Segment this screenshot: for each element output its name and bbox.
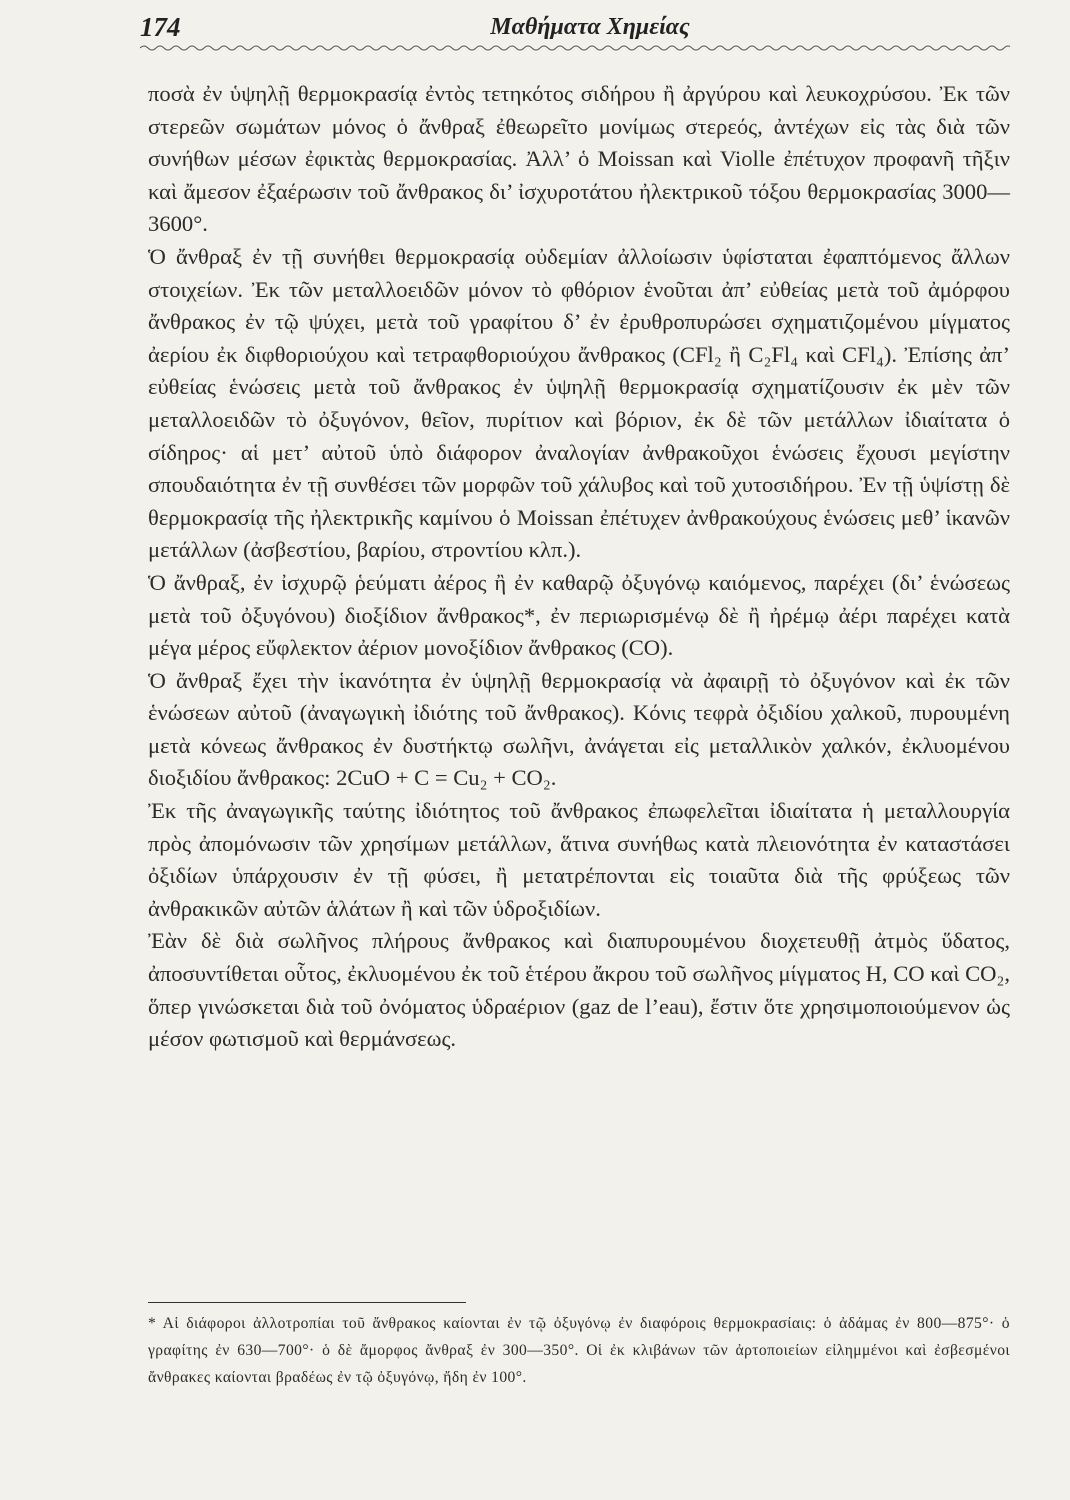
paragraph: Ἐὰν δὲ διὰ σωλῆνος πλήρους ἄνθρακος καὶ διαπυρουμένου διοχετευθῇ ἀτμὸς ὕδατος, ἀποσυντίθεται οὗτος, ἐκλυομένου ἐκ τοῦ ἑτέρου ἄκρου τοῦ σωλῆνος μίγματος H, CO καὶ CO₂, ὅπερ γινώσκεται διὰ τοῦ ὀνόματος ὑδραέριον (gaz de l’eau), ἔστιν ὅτε χρησιμοποιούμενον ὡς μέσον φωτισμοῦ καὶ θερμάνσεως. — [148, 928, 1010, 1052]
header-wavy-rule — [140, 43, 1010, 53]
footnote-rule — [148, 1302, 466, 1303]
paragraph: Ὁ ἄνθραξ ἐν τῇ συνήθει θερμοκρασίᾳ οὐδεμίαν ἀλλοίωσιν ὑφίσταται ἐφαπτόμενος ἄλλων στοιχείων. Ἐκ τῶν μεταλλοειδῶν μόνον τὸ φθόριον ἑνοῦται ἀπ’ εὐθείας μετὰ τοῦ ἀμόρφου ἄνθρακος ἐν τῷ ψύχει, μετὰ τοῦ γραφίτου δ’ ἐν ἐρυθροπυρώσει σχηματιζομένου μίγματος ἀερίου ἐκ διφθοριούχου καὶ τετραφθοριούχου ἄνθρακος (CFl₂ ἢ C₂Fl₄ καὶ CFl₄). Ἐπίσης ἀπ’ εὐθείας ἑνώσεις μετὰ τοῦ ἄνθρακος ἐν ὑψηλῇ θερμοκρασίᾳ σχηματίζουσιν ἐκ μὲν τῶν μεταλλοειδῶν τὸ ὀξυγόνον, θεῖον, πυρίτιον καὶ βόριον, ἐκ δὲ τῶν μετάλλων ἰδιαίτατα ὁ σίδηρος· αἱ μετ’ αὐτοῦ ὑπὸ διάφορον ἀναλογίαν ἀνθρακοῦχοι ἑνώσεις ἔχουσι μεγίστην σπουδαιότητα ἐν τῇ συνθέσει τῶν μορφῶν τοῦ χάλυβος καὶ τοῦ χυτοσιδήρου. Ἐν τῇ ὑψίστῃ δὲ θερμοκρασίᾳ τῆς ἠλεκτρικῆς καμίνου ὁ Moissan ἐπέτυχεν ἀνθρακούχους ἑνώσεις μεθ’ ἱκανῶν μετάλλων (ἀσβεστίου, βαρίου, στροντίου κλπ.). — [148, 243, 1010, 563]
paragraph: Ὁ ἄνθραξ, ἐν ἰσχυρῷ ῥεύματι ἀέρος ἢ ἐν καθαρῷ ὀξυγόνῳ καιόμενος, παρέχει (δι’ ἑνώσεως μετὰ τοῦ ὀξυγόνου) διοξίδιον ἄνθρακος*, ἐν περιωρισμένῳ δὲ ἢ ἠρέμῳ ἀέρι παρέχει κατὰ μέγα μέρος εὔφλεκτον ἀέριον μονοξίδιον ἄνθρακος (CO). — [148, 569, 1010, 661]
paragraph: ποσὰ ἐν ὑψηλῇ θερμοκρασίᾳ ἐντὸς τετηκότος σιδήρου ἢ ἀργύρου καὶ λευκοχρύσου. Ἐκ τῶν στερεῶν σωμάτων μόνος ὁ ἄνθραξ ἐθεωρεῖτο μονίμως στερεός, ἀντέχων εἰς τὰς διὰ τῶν συνήθων μέσων ἐφικτὰς θερμοκρασίας. Ἀλλ’ ὁ Moissan καὶ Violle ἐπέτυχον προφανῆ τῆξιν καὶ ἄμεσον ἐξαέρωσιν τοῦ ἄνθρακος δι’ ἰσχυροτάτου ἠλεκτρικοῦ τόξου θερμοκρασίας 3000—3600°. — [148, 81, 1010, 237]
paragraph: Ὁ ἄνθραξ ἔχει τὴν ἱκανότητα ἐν ὑψηλῇ θερμοκρασίᾳ νὰ ἀφαιρῇ τὸ ὀξυγόνον καὶ ἐκ τῶν ἑνώσεων αὐτοῦ (ἀναγωγικὴ ἰδιότης τοῦ ἄνθρακος). Κόνις τεφρὰ ὀξιδίου χαλκοῦ, πυρουμένη μετὰ κόνεως ἄνθρακος ἐν δυστήκτῳ σωλῆνι, ἀνάγεται εἰς μεταλλικὸν χαλκόν, ἐκλυομένου διοξιδίου ἄνθρακος: 2CuO + C = Cu₂ + CO₂. — [148, 667, 1010, 791]
body-text — [148, 78, 1010, 1056]
page-number: 174 — [140, 12, 181, 42]
running-title: Μαθήματα Χημείας — [490, 14, 690, 40]
paragraph: Ἐκ τῆς ἀναγωγικῆς ταύτης ἰδιότητος τοῦ ἄνθρακος ἐπωφελεῖται ἰδιαίτατα ἡ μεταλλουργία πρὸς ἀπομόνωσιν τῶν χρησίμων μετάλλων, ἅτινα συνήθως κατὰ πλειονότητα ἐν καταστάσει ὀξιδίων ὑπάρχουσιν ἐν τῇ φύσει, ἢ μετατρέπονται εἰς τοιαῦτα διὰ τῆς φρύξεως τῶν ἀνθρακικῶν αὐτῶν ἁλάτων ἢ καὶ τῶν ὑδροξιδίων. — [148, 798, 1010, 921]
footnote: * Αἱ διάφοροι ἀλλοτροπίαι τοῦ ἄνθρακος καίονται ἐν τῷ ὀξυγόνῳ ἐν διαφόροις θερμοκρασίαις: ὁ ἀδάμας ἐν 800—875°· ὁ γραφίτης ἐν 630—700°· ὁ δὲ ἄμορφος ἄνθραξ ἐν 300—350°. Οἱ ἐκ κλιβάνων τῶν ἀρτοποιείων εἰλημμένοι καὶ ἐσβεσμένοι ἄνθρακες καίονται βραδέως ἐν τῷ ὀξυγόνῳ, ἤδη ἐν 100°. — [148, 1315, 1010, 1386]
